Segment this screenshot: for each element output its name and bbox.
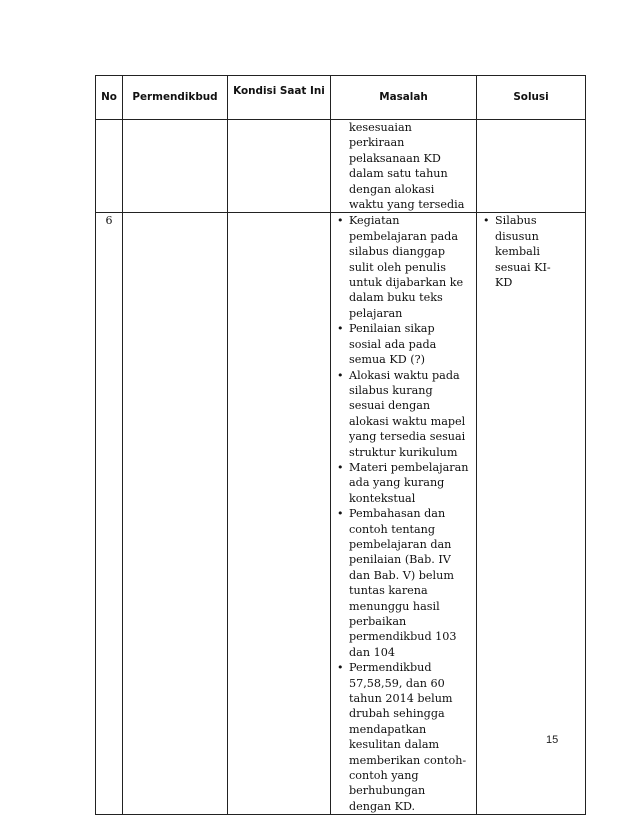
masalah-item-line: dalam buku teks	[349, 291, 443, 305]
bullet-icon: •	[337, 507, 344, 521]
solusi-item-line: KD	[495, 276, 513, 290]
masalah-item-line: contoh tentang	[349, 522, 436, 536]
bullet-icon: •	[337, 322, 344, 336]
masalah-item-line: memberikan contoh-	[349, 753, 467, 767]
cell-no: 6	[96, 213, 123, 815]
header-masalah: Masalah	[331, 76, 477, 120]
masalah-text-line: waktu yang tersedia	[349, 198, 465, 212]
masalah-text-line: perkiraan	[349, 136, 405, 150]
bullet-icon: •	[337, 368, 344, 382]
masalah-item	[331, 506, 470, 660]
cell-kondisi	[228, 120, 331, 213]
masalah-item	[331, 368, 470, 460]
masalah-item	[331, 460, 470, 506]
cell-masalah	[331, 213, 477, 815]
masalah-item-line: dan Bab. V) belum	[349, 568, 454, 582]
masalah-item-line: perbaikan	[349, 615, 407, 628]
masalah-item-line: struktur kurikulum	[349, 445, 458, 459]
masalah-bullet-list	[331, 213, 476, 814]
masalah-item-line: Materi pembelajaran	[349, 460, 469, 474]
problem-solution-table	[95, 75, 586, 815]
bullet-icon: •	[337, 661, 344, 675]
masalah-item-line: yang tersedia sesuai	[349, 430, 466, 444]
table-row-6	[96, 213, 586, 815]
bullet-icon: •	[483, 214, 490, 228]
masalah-text-line: kesesuaian	[349, 121, 412, 134]
solusi-item-line: Silabus	[495, 214, 537, 228]
page-number: 15	[546, 734, 559, 746]
masalah-item-line: 57,58,59, dan 60	[349, 676, 445, 690]
cell-no	[96, 120, 123, 213]
solusi-item	[477, 213, 579, 290]
masalah-item-line: contoh yang	[349, 769, 419, 783]
masalah-item	[331, 321, 470, 367]
header-solusi: Solusi	[477, 76, 586, 120]
masalah-item-line: kesulitan dalam	[349, 738, 440, 752]
bullet-icon: •	[337, 460, 344, 474]
masalah-item-line: semua KD (?)	[349, 353, 426, 367]
masalah-item-line: ada yang kurang	[349, 476, 445, 490]
masalah-item	[331, 660, 470, 814]
masalah-item-line: Pembahasan dan	[349, 507, 446, 521]
masalah-item-line: Alokasi waktu pada	[349, 368, 460, 382]
cell-permendikbud	[123, 213, 228, 815]
masalah-text-line: pelaksanaan KD	[349, 151, 441, 165]
header-no: No	[96, 76, 123, 120]
solusi-item-line: sesuai KI-	[495, 260, 551, 274]
table-header-row	[96, 76, 586, 120]
cell-solusi	[477, 213, 586, 815]
masalah-item	[331, 213, 470, 321]
header-kondisi-label: Kondisi Saat Ini	[233, 85, 325, 97]
cell-permendikbud	[123, 120, 228, 213]
masalah-item-line: Kegiatan	[349, 214, 400, 228]
table-row-continuation	[96, 120, 586, 213]
masalah-item-line: sesuai dengan	[349, 399, 431, 413]
masalah-item-line: menunggu hasil	[349, 599, 440, 613]
masalah-item-line: pembelajaran dan	[349, 537, 452, 551]
masalah-item-line: tahun 2014 belum	[349, 692, 453, 706]
masalah-item-line: kontekstual	[349, 491, 416, 505]
masalah-item-line: permendikbud 103	[349, 630, 457, 644]
cell-kondisi	[228, 213, 331, 815]
masalah-item-line: untuk dijabarkan ke	[349, 276, 464, 290]
masalah-item-line: penilaian (Bab. IV	[349, 553, 451, 567]
masalah-item-line: mendapatkan	[349, 722, 427, 736]
masalah-item-line: berhubungan	[349, 784, 426, 798]
header-permendikbud: Permendikbud	[123, 76, 228, 120]
masalah-item-line: pembelajaran pada	[349, 229, 459, 243]
masalah-continued-text	[331, 120, 476, 212]
masalah-item-line: sosial ada pada	[349, 337, 437, 351]
cell-masalah	[331, 120, 477, 213]
masalah-item-line: Permendikbud	[349, 661, 432, 675]
masalah-item-line: silabus dianggap	[349, 245, 446, 259]
masalah-item-line: sulit oleh penulis	[349, 260, 446, 274]
masalah-item-line: dengan KD.	[349, 799, 416, 813]
solusi-bullet-list	[477, 213, 585, 290]
bullet-icon: •	[337, 214, 344, 228]
masalah-item-line: drubah sehingga	[349, 707, 445, 721]
masalah-item-line: silabus kurang	[349, 383, 433, 397]
header-kondisi-saat-ini	[228, 76, 331, 120]
masalah-text-line: dalam satu tahun	[349, 167, 448, 181]
masalah-item-line: tuntas karena	[349, 584, 428, 598]
masalah-item-line: Penilaian sikap	[349, 322, 435, 336]
masalah-item-line: alokasi waktu mapel	[349, 414, 466, 428]
solusi-item-line: disusun	[495, 229, 539, 243]
solusi-item-line: kembali	[495, 245, 540, 259]
masalah-item-line: pelajaran	[349, 306, 403, 320]
masalah-item-line: dan 104	[349, 645, 395, 659]
cell-solusi	[477, 120, 586, 213]
masalah-text-line: dengan alokasi	[349, 182, 435, 196]
